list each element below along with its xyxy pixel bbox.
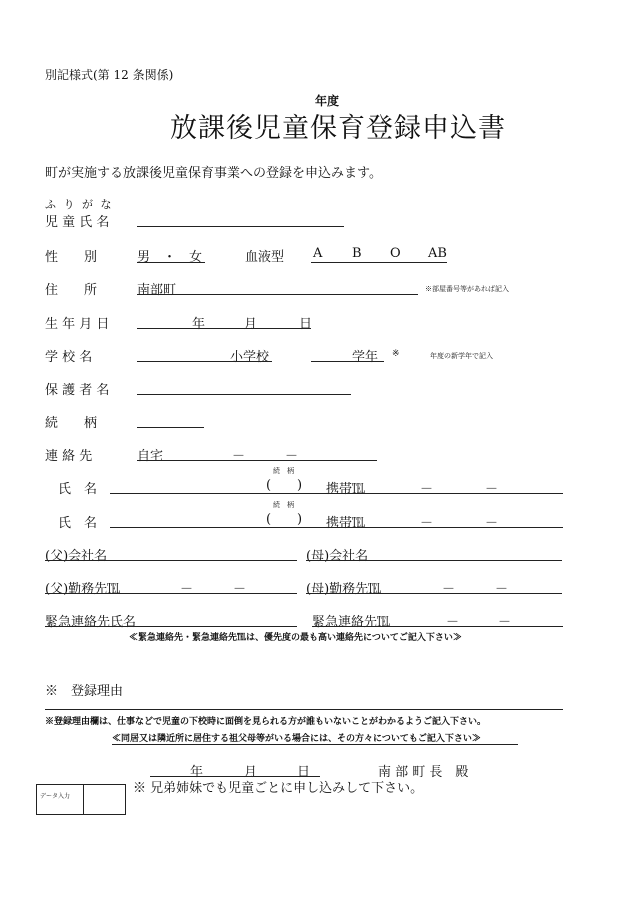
- blood-type-label: 血液型: [245, 250, 285, 265]
- birth-year: 年: [192, 317, 206, 332]
- father-work-tel-field[interactable]: [45, 593, 297, 594]
- father-work-dash-1: －: [180, 582, 194, 597]
- relation-small-1: 続 柄: [273, 467, 294, 475]
- relation-small-2: 続 柄: [273, 501, 294, 509]
- child-name-label: 児 童 氏 名: [45, 215, 110, 230]
- guardian-name-label: 保 護 者 名: [45, 383, 110, 398]
- footer-day: 日: [297, 765, 311, 780]
- data-entry-label: データ入力: [40, 793, 71, 800]
- address-field[interactable]: [137, 294, 418, 295]
- home-dash-1: －: [232, 449, 246, 464]
- blood-a[interactable]: A: [313, 246, 323, 261]
- reason-note-2: ≪同居又は隣近所に居住する祖父母等がいる場合には、その方々についてもご記入下さい≫: [112, 734, 481, 744]
- mobile-dash-1b: －: [485, 482, 499, 497]
- birth-month: 月: [244, 317, 258, 332]
- addressee: 南 部 町 長 殿: [378, 765, 469, 780]
- style-note: 別記様式(第 12 条関係): [45, 68, 174, 82]
- mother-company-field[interactable]: [306, 560, 562, 561]
- grade-note: 年度の新学年で記入: [430, 352, 493, 360]
- reason-field[interactable]: [45, 709, 563, 710]
- reason-note-1: ※登録理由欄は、仕事などで児童の下校時に面倒を見られる方が誰もいないことがわかるようご記入下さい。: [45, 717, 487, 727]
- mother-company-label: (母)会社名: [306, 549, 369, 564]
- relation-field[interactable]: [137, 427, 204, 428]
- footer-month: 月: [244, 765, 258, 780]
- school-suffix: 小学校: [230, 350, 270, 365]
- emergency-dash-1: －: [446, 615, 460, 630]
- footer-year: 年: [190, 765, 204, 780]
- data-entry-divider: [83, 784, 84, 814]
- address-note: ※部屋番号等があれば記入: [425, 285, 509, 293]
- sex-underline: [137, 262, 205, 263]
- mother-work-tel-label: (母)勤務先℡: [306, 582, 382, 597]
- reason-note-2-underline: [112, 744, 518, 745]
- grade-field[interactable]: [311, 361, 384, 362]
- contact-person-2-label: 氏 名: [58, 516, 98, 531]
- guardian-name-field[interactable]: [137, 394, 351, 395]
- mother-work-dash-2: －: [495, 582, 509, 597]
- page-title: 放課後児童保育登録申込書: [170, 113, 506, 144]
- blood-underline: [311, 262, 447, 263]
- emergency-name-label: 緊急連絡先氏名: [45, 615, 137, 630]
- father-company-field[interactable]: [45, 560, 297, 561]
- intro-text: 町が実施する放課後児童保育事業への登録を申込みます。: [45, 166, 382, 181]
- sex-options[interactable]: 男 ・ 女: [137, 250, 203, 265]
- contact-person-1-label: 氏 名: [58, 482, 98, 497]
- contact-person-2-field[interactable]: [110, 527, 563, 528]
- school-label: 学 校 名: [45, 350, 93, 365]
- father-work-dash-2: －: [233, 582, 247, 597]
- paren-close-1: ): [297, 478, 303, 493]
- emergency-note: ≪緊急連絡先・緊急連絡先℡は、優先度の最も高い連絡先についてご記入下さい≫: [129, 633, 462, 643]
- father-work-tel-label: (父)勤務先℡: [45, 582, 121, 597]
- sibling-note: ※ 兄弟姉妹でも児童ごとに申し込みして下さい。: [133, 781, 424, 796]
- emergency-dash-2: －: [498, 615, 512, 630]
- grade-mark: ※: [392, 349, 400, 359]
- contact-label: 連 絡 先: [45, 449, 93, 464]
- address-prefix: 南部町: [137, 283, 177, 298]
- emergency-tel-label: 緊急連絡先℡: [312, 615, 391, 630]
- mother-work-tel-field[interactable]: [306, 593, 562, 594]
- grade-suffix: 学年: [352, 350, 379, 365]
- emergency-tel-field[interactable]: [312, 626, 563, 627]
- home-phone-label: 自宅: [137, 449, 164, 464]
- mobile-dash-2a: －: [420, 516, 434, 531]
- school-field[interactable]: [137, 361, 272, 362]
- blood-b[interactable]: B: [352, 246, 362, 261]
- blood-o[interactable]: O: [390, 246, 401, 261]
- father-company-label: (父)会社名: [45, 549, 108, 564]
- home-phone-field[interactable]: [137, 460, 377, 461]
- relation-label: 続 柄: [45, 416, 98, 431]
- child-name-field[interactable]: [137, 226, 344, 227]
- mobile-label-2: 携帯℡: [326, 516, 366, 531]
- mobile-dash-1a: －: [420, 482, 434, 497]
- mobile-dash-2b: －: [485, 516, 499, 531]
- furigana-label: ふ り が な: [45, 198, 114, 211]
- blood-ab[interactable]: AB: [428, 246, 447, 261]
- birthdate-label: 生 年 月 日: [45, 317, 110, 332]
- birthdate-field[interactable]: [137, 328, 311, 329]
- mobile-label-1: 携帯℡: [326, 482, 366, 497]
- emergency-name-field[interactable]: [45, 626, 297, 627]
- home-dash-2: －: [285, 449, 299, 464]
- reason-label: ※ 登録理由: [45, 684, 124, 699]
- address-label: 住 所: [45, 283, 98, 298]
- year-label: 年度: [315, 94, 340, 108]
- sex-label: 性 別: [45, 250, 98, 265]
- paren-open-1: (: [266, 478, 272, 493]
- birth-day: 日: [299, 317, 313, 332]
- mother-work-dash-1: －: [442, 582, 456, 597]
- paren-open-2: (: [266, 512, 272, 527]
- contact-person-1-field[interactable]: [110, 493, 563, 494]
- paren-close-2: ): [297, 512, 303, 527]
